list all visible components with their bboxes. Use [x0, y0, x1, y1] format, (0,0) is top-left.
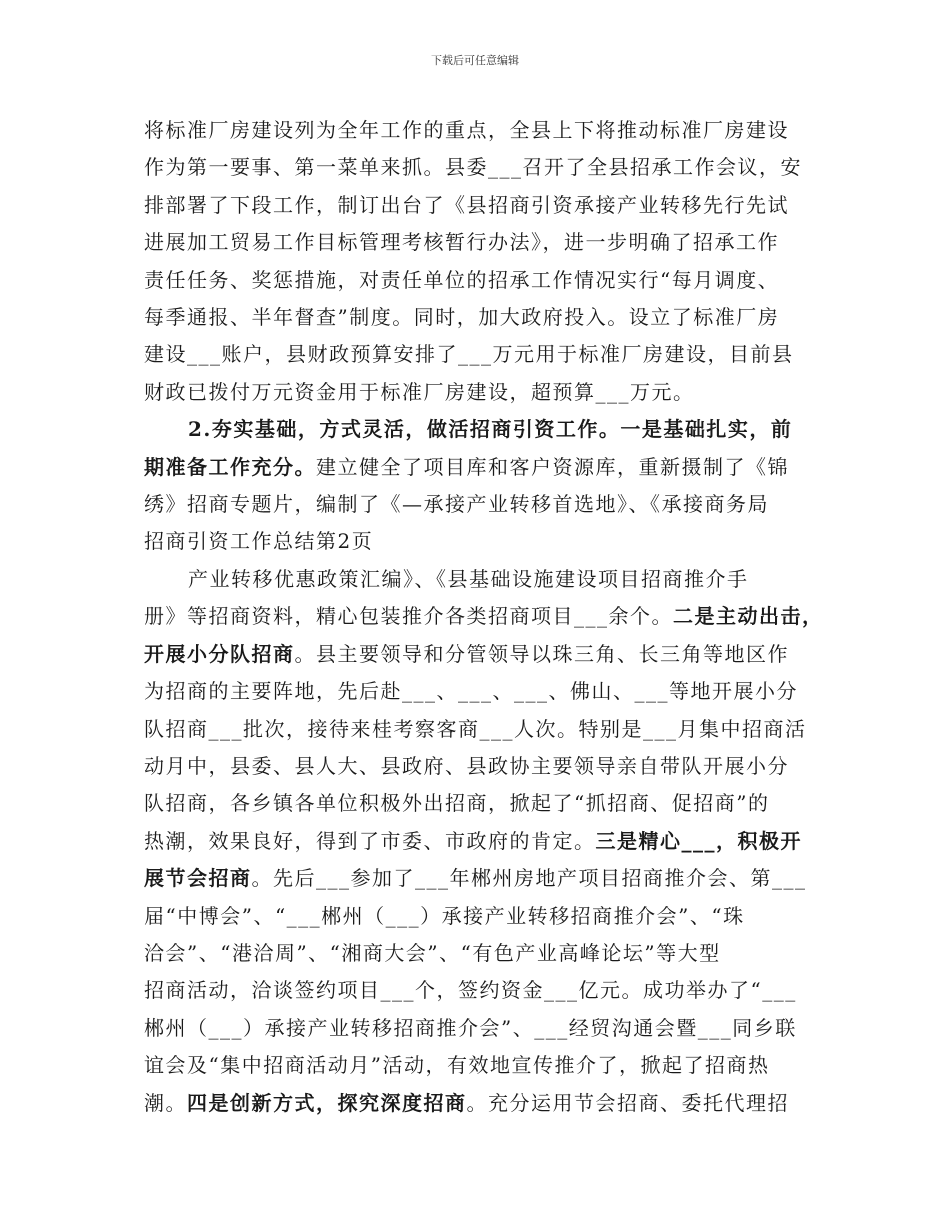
text-line: 责任任务、奖惩措施，对责任单位的招承工作情况实行“每月调度、: [144, 267, 780, 292]
text-line: 每季通报、半年督查”制度。同时，加大政府投入。设立了标准厂房: [144, 305, 780, 330]
text-line: 进展加工贸易工作目标管理考核暂行办法》，进一步明确了招承工作: [144, 230, 779, 255]
text-span: 册》等招商资料，精心包装推介各类招商项目___余个。: [144, 604, 673, 629]
text-line: [144, 598, 824, 635]
text-span: 。县主要领导和分管领导以珠三角、长三角等地区作: [294, 641, 789, 666]
paragraph-2: [144, 411, 812, 561]
bold-phrase: 展节会招商: [144, 866, 252, 891]
text-line: [144, 636, 812, 673]
text-span: 潮。: [144, 1090, 187, 1115]
page-header: 下载后可任意编辑: [431, 54, 519, 67]
text-line: 绣》招商专题片，编制了《—承接产业转移首选地》、《承接商务局: [144, 492, 769, 517]
text-line: 洽会”、“港洽周”、“湘商大会”、“有色产业高峰论坛”等大型: [144, 940, 721, 965]
paragraph-1: [144, 112, 812, 411]
bold-phrase: 开展小分队招商: [144, 641, 295, 666]
text-span: 。先后___参加了___年郴州房地产项目招商推介会、第___: [251, 866, 807, 891]
text-span: 热潮，效果良好，得到了市委、市政府的肯定。: [144, 828, 596, 853]
text-line: 产业转移优惠政策汇编》、《县基础设施建设项目招商推介手: [188, 566, 749, 591]
text-line: 建设___账户，县财政预算安排了___万元用于标准厂房建设，目前县: [144, 342, 794, 367]
text-line: [144, 823, 812, 860]
page-marker-line: 招商引资工作总结第2页: [144, 529, 374, 554]
text-line: 财政已拨付万元资金用于标准厂房建设，超预算___万元。: [144, 379, 695, 404]
bold-phrase: 期准备工作充分。: [144, 454, 316, 479]
text-line: [144, 449, 812, 486]
paragraph-3: [144, 561, 824, 1122]
text-line: 将标准厂房建设列为全年工作的重点，全县上下将推动标准厂房建设: [144, 118, 789, 142]
section-heading: 2.夯实基础，方式灵活，做活招商引资工作。一是基础扎实，前: [188, 417, 793, 442]
text-span: 。充分运用节会招商、委托代理招: [466, 1090, 789, 1115]
text-line: 动月中，县委、县人大、县政府、县政协主要领导亲自带队开展小分: [144, 753, 789, 778]
bold-phrase: 三是精心___，积极开: [595, 828, 802, 853]
text-line: 谊会及“集中招商活动月”活动，有效地宣传推介了，掀起了招商热: [144, 1053, 770, 1078]
text-line: [144, 411, 812, 448]
text-line: 作为第一要事、第一菜单来抓。县委___召开了全县招承工作会议，安: [144, 155, 802, 180]
text-line: 招商活动，洽谈签约项目___个，签约资金___亿元。成功举办了“___: [144, 978, 797, 1003]
text-line: 届“中博会”、“___郴州（___）承接产业转移招商推介会”、“珠: [144, 903, 745, 928]
text-line: [144, 860, 812, 897]
text-line: 为招商的主要阵地，先后赴___、___、___、佛山、___等地开展小分: [144, 679, 798, 704]
text-span: 建立健全了项目库和客户资源库，重新摄制了《锦: [316, 454, 789, 479]
text-line: 队招商___批次，接待来桂考察客商___人次。特别是___月集中招商活: [144, 716, 807, 741]
text-line: 队招商，各乡镇各单位积极外出招商，掀起了“抓招商、促招商”的: [144, 791, 770, 816]
text-line: 郴州（___）承接产业转移招商推介会”、___经贸沟通会暨___同乡联: [144, 1015, 797, 1040]
bold-phrase: 四是创新方式，探究深度招商: [187, 1090, 467, 1115]
document-body: [144, 112, 824, 1122]
text-line: [144, 1085, 812, 1122]
bold-phrase: 二是主动出击，: [673, 604, 824, 629]
text-line: 排部署了下段工作，制订出台了《县招商引资承接产业转移先行先试: [144, 192, 789, 217]
